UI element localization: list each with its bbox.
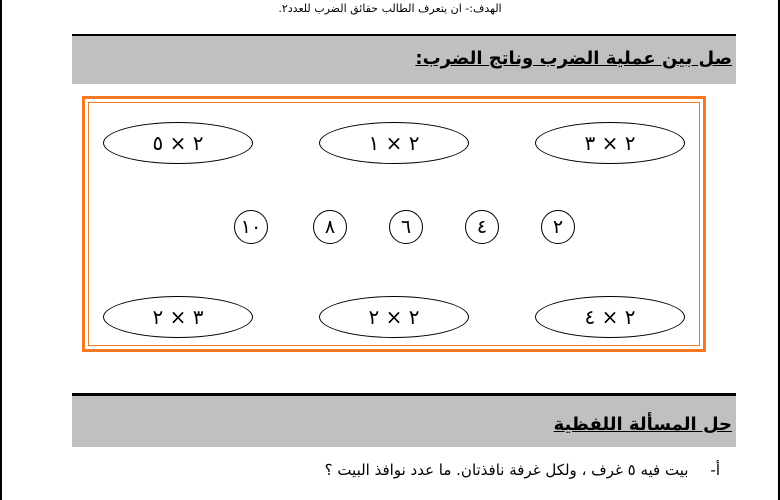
question-label: أ- [710, 461, 720, 479]
section-title-word-problem: حل المسألة اللفظية [553, 414, 732, 435]
product-circle-2[interactable]: ٤ [465, 210, 499, 244]
section-header-word-problem [72, 393, 736, 447]
product-circle-5[interactable]: ١٠ [234, 210, 268, 244]
multiplication-oval-bottom-middle[interactable]: ٢ × ٢ [319, 296, 469, 338]
product-circle-3[interactable]: ٦ [389, 210, 423, 244]
goal-text: الهدف:- ان يتعرف الطالب حقائق الضرب للعدد٢. [278, 2, 502, 15]
multiplication-oval-bottom-left[interactable]: ٣ × ٢ [103, 296, 253, 338]
multiplication-oval-bottom-right[interactable]: ٢ × ٤ [535, 296, 685, 338]
product-circle-4[interactable]: ٨ [313, 210, 347, 244]
multiplication-oval-top-middle[interactable]: ٢ × ١ [319, 122, 469, 164]
word-problem-question [325, 461, 720, 479]
page-left-border [0, 0, 2, 500]
question-text: بيت فيه ٥ غرف ، ولكل غرفة نافذتان. ما عدد نوافذ البيت ؟ [324, 461, 689, 479]
product-circle-1[interactable]: ٢ [541, 210, 575, 244]
section-title-matching: صل بين عملية الضرب وناتج الضرب: [415, 48, 732, 69]
section-header-matching [72, 34, 736, 84]
multiplication-oval-top-left[interactable]: ٢ × ٥ [103, 122, 253, 164]
multiplication-oval-top-right[interactable]: ٢ × ٣ [535, 122, 685, 164]
